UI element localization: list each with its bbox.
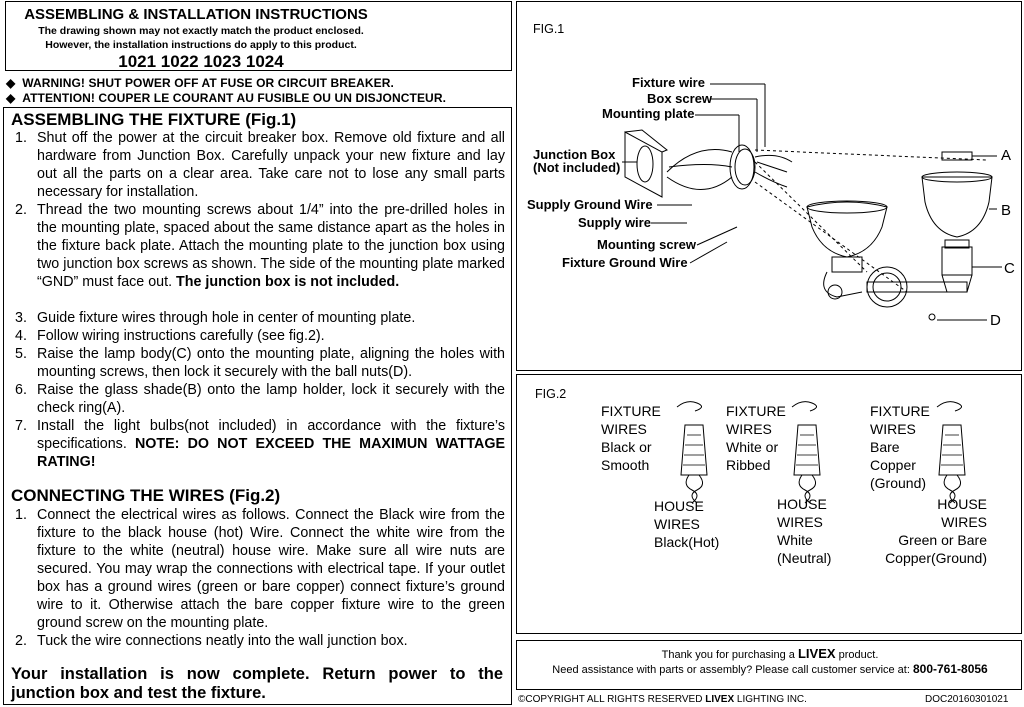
callout-box-screw: Box screw xyxy=(647,91,713,106)
brand-name: LIVEX xyxy=(797,646,836,661)
assembly-step-3: 3. Guide fixture wires through hole in center of mounting plate. xyxy=(15,310,416,326)
warning-2: ◆ ATTENTION! COUPER LE COURANT AU FUSIBLE OU UN DISJONCTEUR. xyxy=(6,91,447,105)
assembly-step-2: 2. Thread the two mounting screws about 1/4” into the pre-drilled holes in the mounting plate, spaced about the same distance apart as the holes in the fixture back plate. Attach the mounting plate to the junction box using two junction box screws as shown. The side of the mounting plate marked “GND” must face out. The junction box is not included. xyxy=(15,202,505,290)
fixture-wires-black: FIXTURE WIRES Black or Smooth xyxy=(601,403,661,473)
callout-fixture-wire: Fixture wire xyxy=(632,75,705,90)
thanks-line: Thank you for purchasing a LIVEX product. xyxy=(661,646,879,661)
instructions-box xyxy=(3,107,512,705)
connect-step-1: 1. Connect the electrical wires as follows. Connect the Black wire from the fixture to the black house (hot) Wire. Connect the white wire from the fixture to the white (neutral) house wire. Make sure all wire nuts are secured. You may wrap the connections with electrical tape. If your outlet box has a ground wires (green or bare copper) connect fixture’s ground wire to it. Otherwise attach the bare copper fixture wire to the green ground screw on the mounting plate. xyxy=(15,507,505,631)
callout-junction-box: Junction Box (Not included) xyxy=(533,147,621,175)
fig1-box xyxy=(516,1,1022,371)
connecting-title: CONNECTING THE WIRES (Fig.2) xyxy=(11,486,281,505)
assembly-step-1: 1. Shut off the power at the circuit breaker box. Remove old fixture and all hardware from Junction Box. Carefully unpack your new fixture and lay out all the parts on a clear area. Take care not to lose any small parts necessary for installation. xyxy=(15,130,505,200)
diamond-bullet-icon: ◆ xyxy=(6,91,16,105)
house-wires-ground: HOUSE WIRES Green or Bare Copper(Ground) xyxy=(885,496,987,566)
connect-step-2: 2. Tuck the wire connections neatly into the wall junction box. xyxy=(15,633,408,649)
copyright: ©COPYRIGHT ALL RIGHTS RESERVED LIVEX LIGHTING INC. xyxy=(518,694,807,705)
fig2-box xyxy=(516,374,1022,634)
fixture-exploded-diagram xyxy=(517,2,1023,372)
phone-number: 800-761-8056 xyxy=(912,662,988,676)
part-label-a: A xyxy=(1001,147,1012,164)
junction-box-note: The junction box is not included. xyxy=(176,274,400,290)
header-subtitle-1: The drawing shown may not exactly match the product enclosed. xyxy=(38,25,364,37)
completion-note: Your installation is now complete. Return power to the junction box and test the fixture. xyxy=(11,665,503,702)
footer-box xyxy=(516,640,1022,690)
house-wires-black: HOUSE WIRES Black(Hot) xyxy=(654,498,720,550)
callout-supply-wire: Supply wire xyxy=(578,215,651,230)
doc-number: DOC20160301021 xyxy=(925,694,1009,705)
assembly-step-5: 5. Raise the lamp body(C) onto the mounting plate, aligning the holes with mounting screws, then lock it securely with the ball nuts(D). xyxy=(15,346,505,380)
callout-supply-ground-wire: Supply Ground Wire xyxy=(527,197,653,212)
fixture-wires-white: FIXTURE WIRES White or Ribbed xyxy=(726,403,786,473)
header-subtitle-2: However, the installation instructions do apply to this product. xyxy=(45,39,357,51)
part-label-c: C xyxy=(1004,260,1015,277)
part-label-b: B xyxy=(1001,202,1012,219)
house-wires-white: HOUSE WIRES White (Neutral) xyxy=(777,496,832,566)
diamond-bullet-icon: ◆ xyxy=(6,76,16,90)
callout-mounting-screw: Mounting screw xyxy=(597,237,696,252)
fig2-label: FIG.2 xyxy=(535,387,567,401)
header-box xyxy=(5,1,512,71)
assembly-step-7: 7. Install the light bulbs(not included) in accordance with the fixture’s specifications. NOTE: DO NOT EXCEED THE MAXIMUN WATTAGE RATING! xyxy=(15,418,505,470)
callout-mounting-plate: Mounting plate xyxy=(602,106,695,121)
header-title: ASSEMBLING & INSTALLATION INSTRUCTIONS xyxy=(24,6,368,23)
assembly-step-6: 6. Raise the glass shade(B) onto the lamp holder, lock it securely with the check ring(A). xyxy=(15,382,505,416)
fixture-wires-ground: FIXTURE WIRES Bare Copper (Ground) xyxy=(870,403,930,491)
assistance-line: Need assistance with parts or assembly? Please call customer service at: 800-761-8056 xyxy=(552,662,988,676)
assembly-step-4: 4. Follow wiring instructions carefully (see fig.2). xyxy=(15,328,325,344)
model-numbers: 1021 1022 1023 1024 xyxy=(118,52,284,71)
callout-fixture-ground-wire: Fixture Ground Wire xyxy=(562,255,688,270)
fig1-label: FIG.1 xyxy=(533,22,565,36)
warning-1: ◆ WARNING! SHUT POWER OFF AT FUSE OR CIRCUIT BREAKER. xyxy=(6,76,394,90)
wattage-note: NOTE: DO NOT EXCEED THE MAXIMUN WATTAGE RATING! xyxy=(37,436,505,470)
part-label-d: D xyxy=(990,312,1001,329)
assembling-title: ASSEMBLING THE FIXTURE (Fig.1) xyxy=(11,110,297,129)
